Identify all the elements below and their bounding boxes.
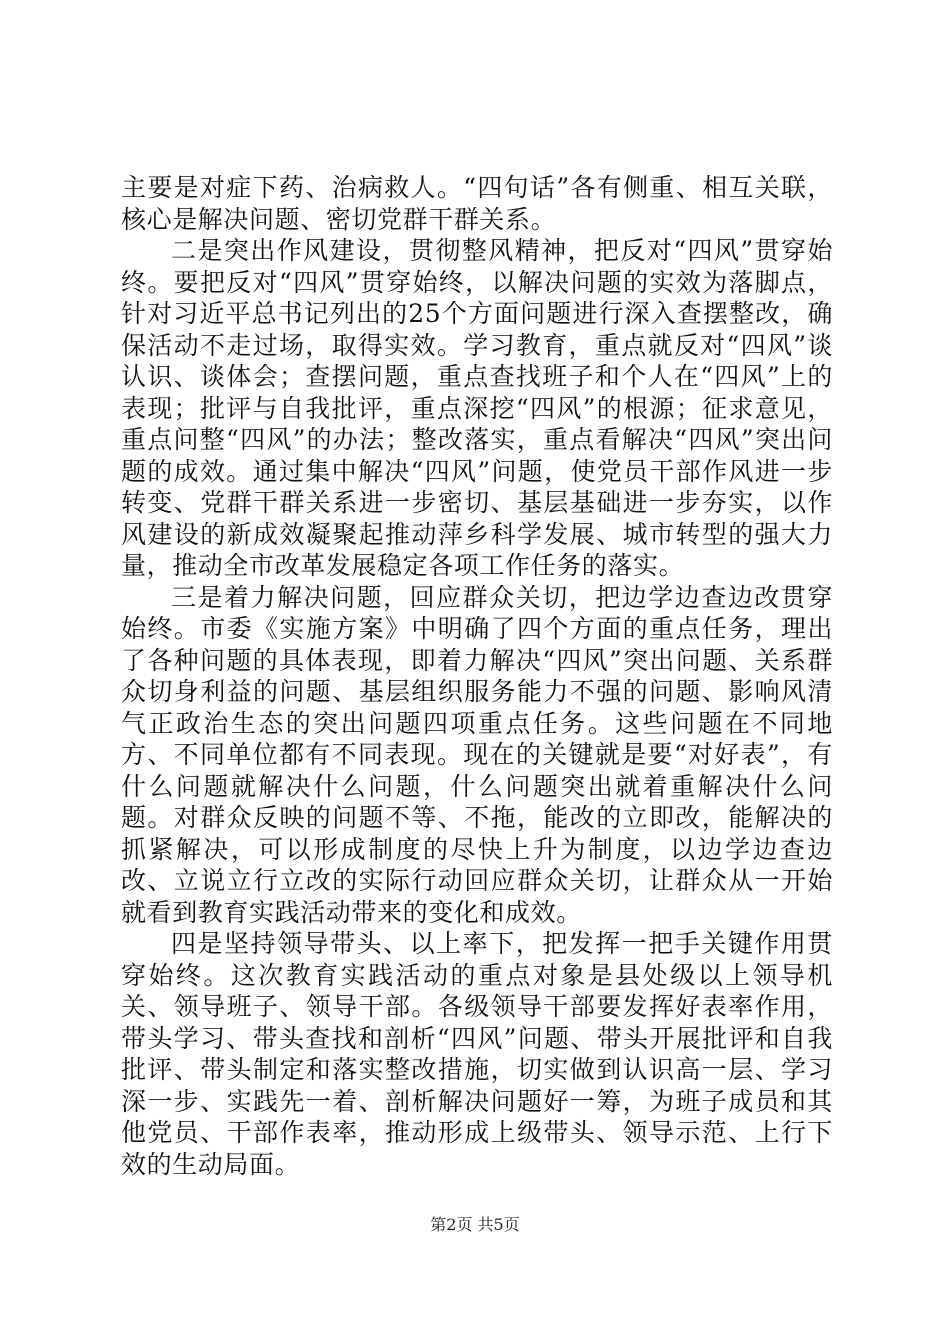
paragraph-point-four: 四是坚持领导带头、以上率下，把发挥一把手关键作用贯穿始终。这次教育实践活动的重点对象是县处级以上领导机关、领导班子、领导干部。各级领导干部要发挥好表率作用，带头学习、带头查找和剖析“四风”问题、带头开展批评和自我批评、带头制定和落实整改措施，切实做到认识高一层、学习深一步、实践先一着、剖析解决问题好一筹，为班子成员和其他党员、干部作表率，推动形成上级带头、领导示范、上行下效的生动局面。: [121, 929, 833, 1179]
paragraph-continuation: 主要是对症下药、治病救人。“四句话”各有侧重、相互关联，核心是解决问题、密切党群干群关系。: [121, 173, 833, 234]
page-number-footer: 第2页 共5页: [430, 1215, 520, 1234]
document-body: [121, 172, 833, 1180]
paragraph-point-two: 二是突出作风建设，贯彻整风精神，把反对“四风”贯穿始终。要把反对“四风”贯穿始终，以解决问题的实效为落脚点，针对习近平总书记列出的25个方面问题进行深入查摆整改，确保活动不走过场，取得实效。学习教育，重点就反对“四风”谈认识、谈体会；查摆问题，重点查找班子和个人在“四风”上的表现；批评与自我批评，重点深挖“四风”的根源；征求意见，重点问整“四风”的办法；整改落实，重点看解决“四风”突出问题的成效。通过集中解决“四风”问题，使党员干部作风进一步转变、党群干群关系进一步密切、基层基础进一步夯实，以作风建设的新成效凝聚起推动萍乡科学发展、城市转型的强大力量，推动全市改革发展稳定各项工作任务的落实。: [121, 236, 833, 580]
paragraph-point-three: 三是着力解决问题，回应群众关切，把边学边查边改贯穿始终。市委《实施方案》中明确了四个方面的重点任务，理出了各种问题的具体表现，即着力解决“四风”突出问题、关系群众切身利益的问题、基层组织服务能力不强的问题、影响风清气正政治生态的突出问题四项重点任务。这些问题在不同地方、不同单位都有不同表现。现在的关键就是要“对好表”，有什么问题就解决什么问题，什么问题突出就着重解决什么问题。对群众反映的问题不等、不拖，能改的立即改，能解决的抓紧解决，可以形成制度的尽快上升为制度，以边学边查边改、立说立行立改的实际行动回应群众关切，让群众从一开始就看到教育实践活动带来的变化和成效。: [121, 582, 833, 927]
